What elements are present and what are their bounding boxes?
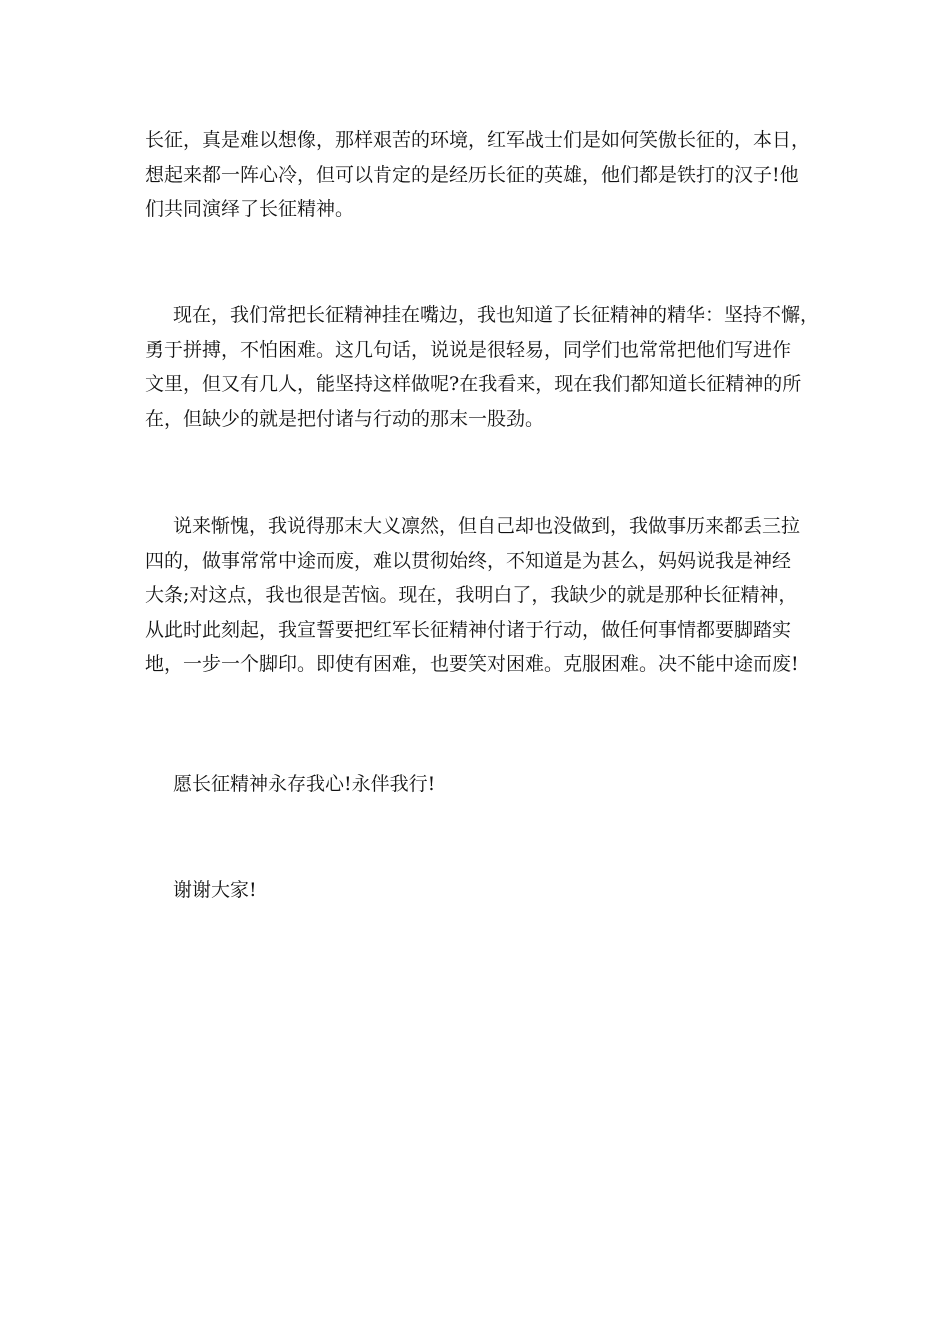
paragraph-4-line-1: 愿长征精神永存我心!永伴我行! (173, 773, 436, 795)
paragraph-3-line-5: 地，一步一个脚印。即使有困难，也要笑对困难。克服困难。决不能中途而废! (145, 653, 799, 675)
paragraph-2-line-4: 在，但缺少的就是把付诸与行动的那末一股劲。 (145, 407, 545, 430)
paragraph-1-line-3: 们共同演绎了长征精神。 (145, 198, 355, 220)
paragraph-3-line-1: 说来惭愧，我说得那末大义凛然，但自己却也没做到，我做事历来都丢三拉 (173, 515, 801, 537)
paragraph-1 (145, 123, 835, 227)
paragraph-5 (145, 873, 835, 908)
paragraph-4 (145, 767, 835, 802)
paragraph-3-line-2: 四的，做事常常中途而废，难以贯彻始终，不知道是为甚么，妈妈说我是神经 (145, 549, 792, 572)
paragraph-1-line-1: 长征，真是难以想像，那样艰苦的环境，红军战士们是如何笑傲长征的，本日， (145, 129, 811, 151)
paragraph-5-line-1: 谢谢大家! (173, 879, 257, 901)
paragraph-3 (145, 509, 835, 682)
paragraph-2-line-2: 勇于拼搏，不怕困难。这几句话，说说是很轻易，同学们也常常把他们写进作 (145, 338, 792, 361)
paragraph-3-line-3: 大条;对这点，我也很是苦恼。现在，我明白了，我缺少的就是那种长征精神， (145, 584, 798, 606)
paragraph-2 (145, 298, 835, 436)
paragraph-3-line-4: 从此时此刻起，我宣誓要把红军长征精神付诸于行动，做任何事情都要脚踏实 (145, 618, 792, 641)
paragraph-2-line-3: 文里，但又有几人，能坚持这样做呢?在我看来，现在我们都知道长征精神的所 (145, 373, 802, 395)
paragraph-2-line-1: 现在，我们常把长征精神挂在嘴边，我也知道了长征精神的精华：坚持不懈， (173, 304, 820, 326)
paragraph-1-line-2: 想起来都一阵心冷，但可以肯定的是经历长征的英雄，他们都是铁打的汉子!他 (145, 163, 799, 186)
